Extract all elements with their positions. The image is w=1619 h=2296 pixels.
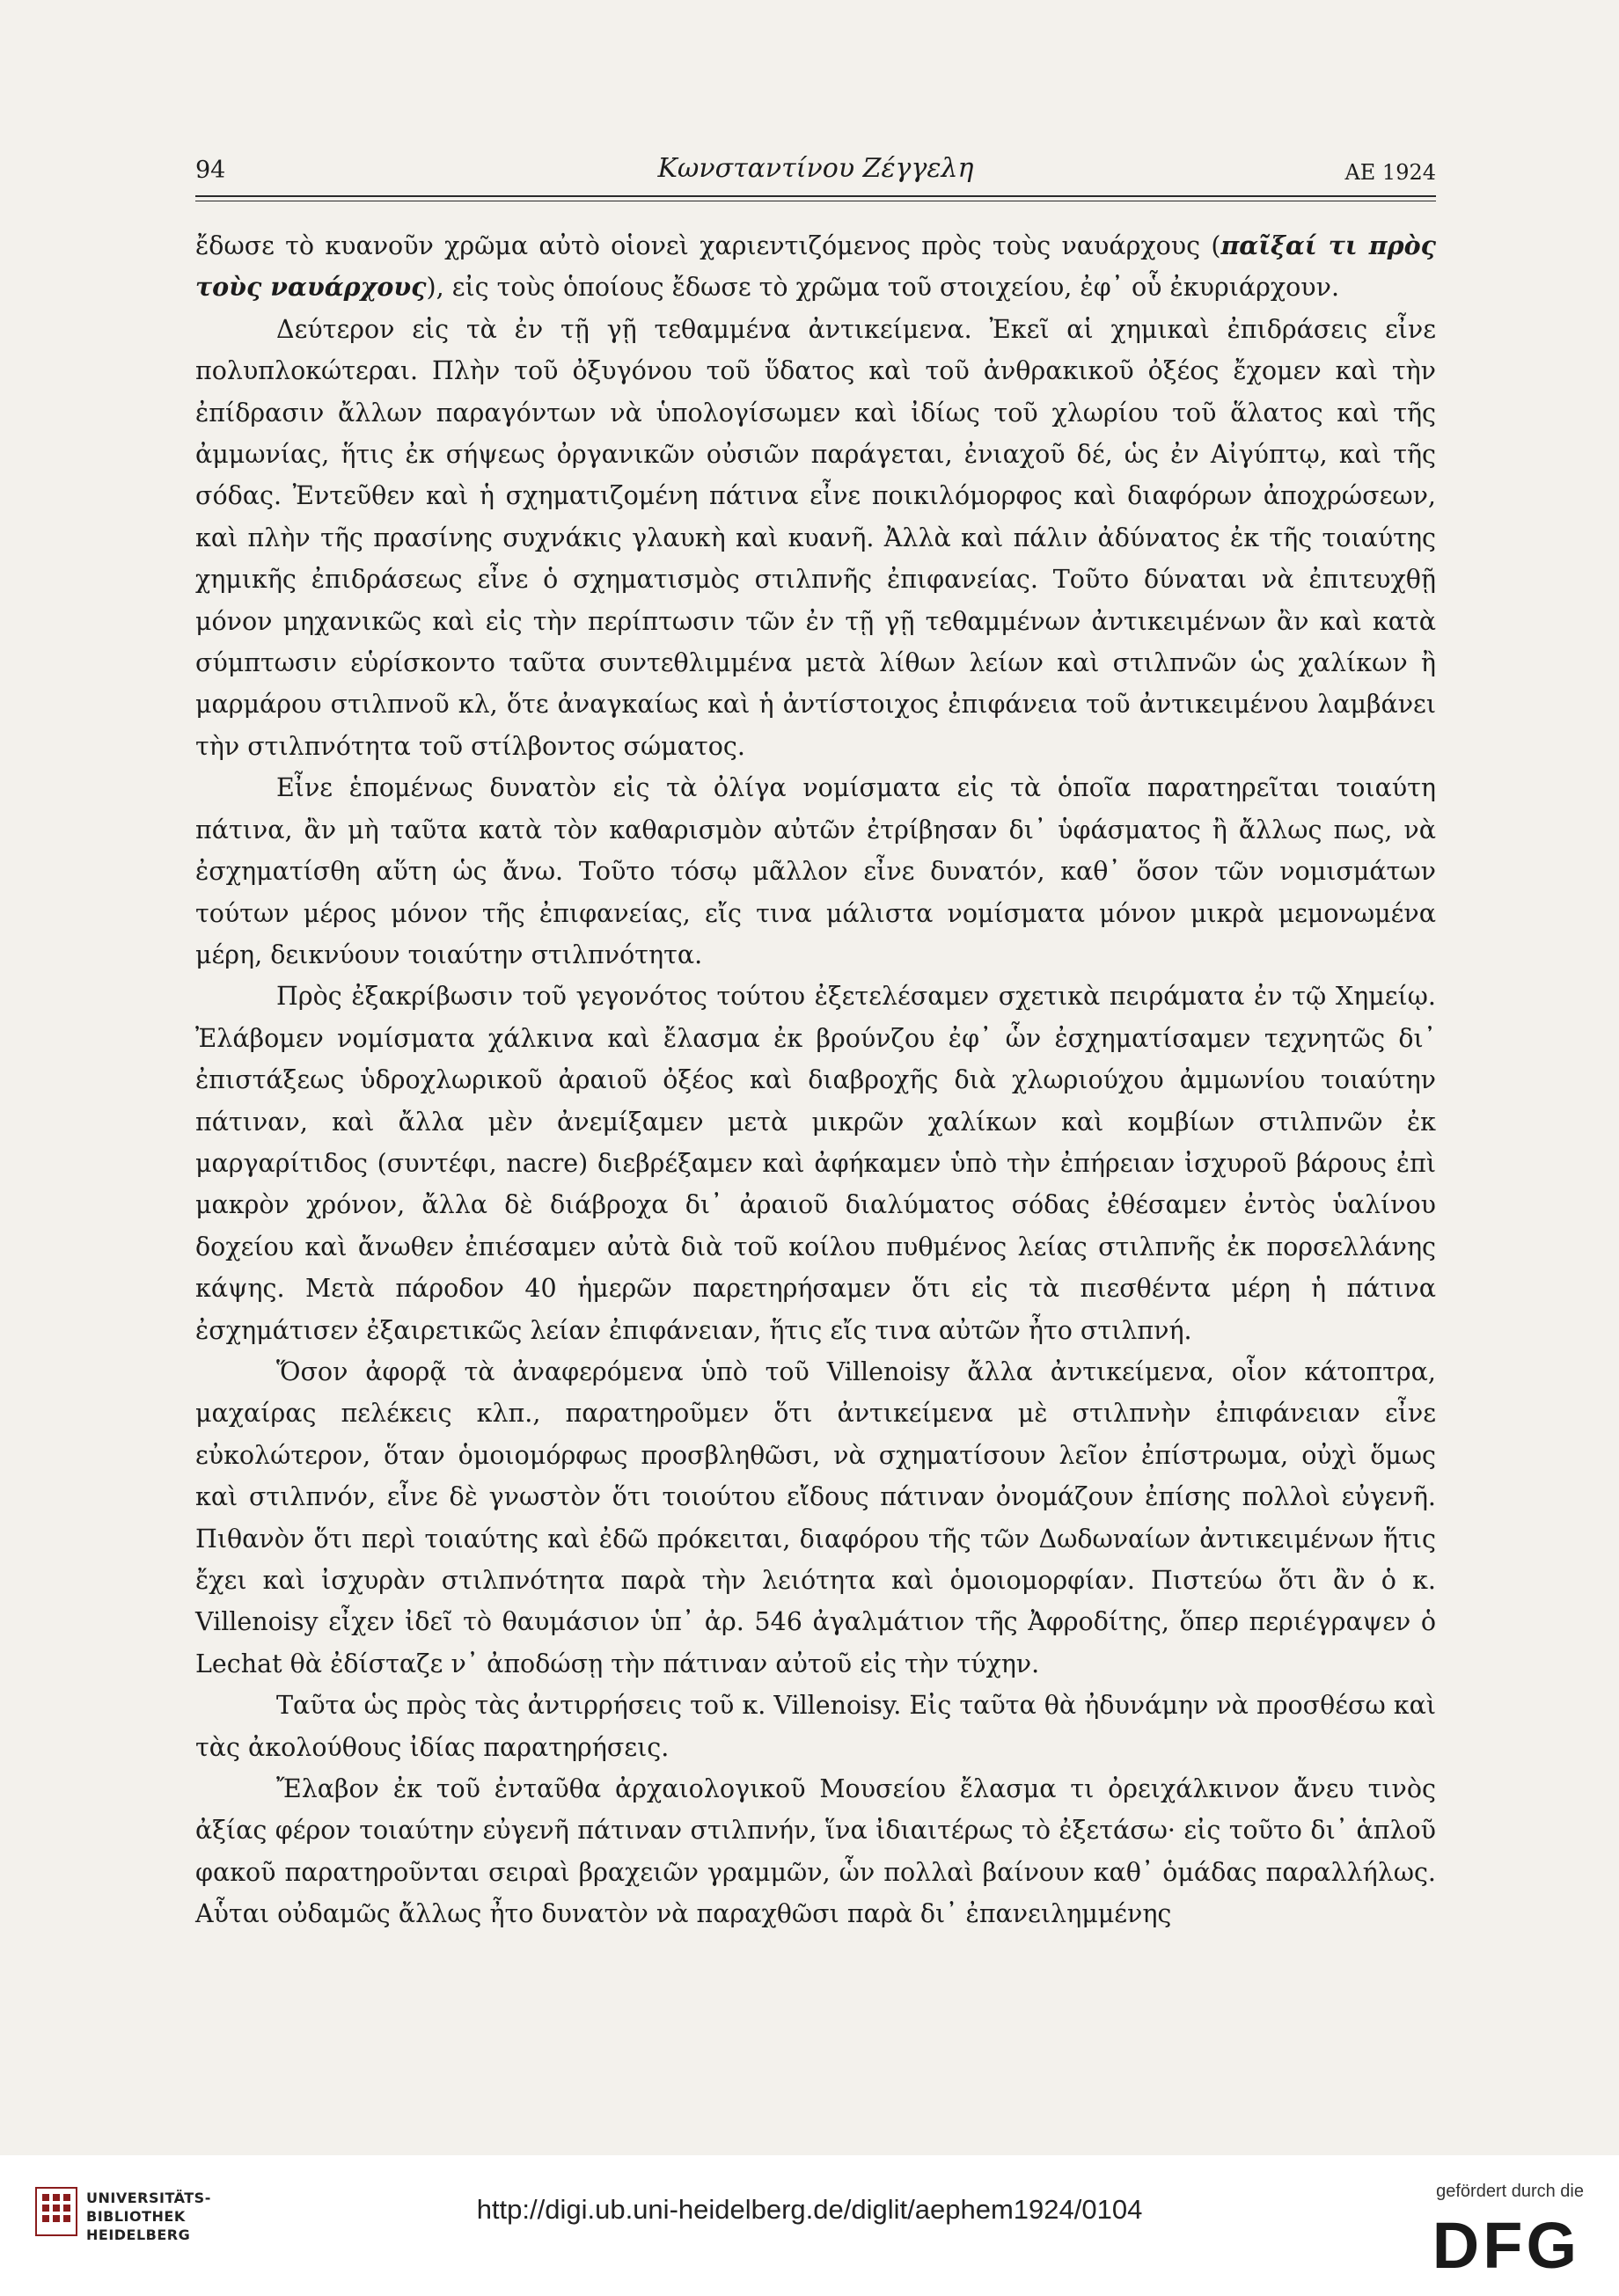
header-rule xyxy=(195,195,1436,197)
running-title: Κωνσταντίνου Ζέγγελη xyxy=(657,153,974,184)
article-body xyxy=(195,225,1436,1935)
funding-note: gefördert durch die xyxy=(1436,2182,1584,2201)
paragraph-6: Ταῦτα ὡς πρὸς τὰς ἀντιρρήσεις τοῦ κ. Villenoisy. Εἰς ταῦτα θὰ ἠδυνάμην νὰ προσθέσω καὶ τὰς ἀκολούθους ἰδίας παρατηρήσεις. xyxy=(195,1691,1436,1762)
emphasized-quote: παῖξαί τι πρὸς τοὺς ναυάρχους xyxy=(195,230,1436,303)
library-name: UNIVERSITÄTS- BIBLIOTHEK HEIDELBERG xyxy=(86,2190,211,2243)
paragraph-1: ἔδωσε τὸ κυανοῦν χρῶμα αὐτὸ οἱονεὶ χαριεντιζόμενος πρὸς τοὺς ναυάρχους (παῖξαί τι πρὸς τοὺς ναυάρχους), εἰς τοὺς ὁποίους ἔδωσε τὸ χρῶμα τοῦ στοιχείου, ἐφ᾽ οὗ ἐκυριάρχουν. xyxy=(195,230,1436,303)
permalink-url[interactable]: http://digi.ub.uni-heidelberg.de/diglit/aephem1924/0104 xyxy=(476,2194,1143,2225)
digitization-footer xyxy=(0,2155,1619,2296)
page-header xyxy=(195,150,1436,194)
paragraph-5: Ὅσον ἀφορᾷ τὰ ἀναφερόμενα ὑπὸ τοῦ Villenoisy ἄλλα ἀντικείμενα, οἷον κάτοπτρα, μαχαίρας πελέκεις κλπ., παρατηροῦμεν ὅτι ἀντικείμενα μὲ στιλπνὴν ἐπιφάνειαν εἶνε εὐκολώτερον, ὅταν ὁμοιομόρφως προσβληθῶσι, νὰ σχηματίσουν λεῖον ἐπίστρωμα, οὐχὶ ὅμως καὶ στιλπνόν, εἶνε δὲ γνωστὸν ὅτι τοιούτου εἴδους πάτιναν ὀνομάζουν ἐπίσης πολλοὶ εὐγενῆ. Πιθανὸν ὅτι περὶ τοιαύτης καὶ ἐδῶ πρόκειται, διαφόρου τῆς τῶν Δωδωναίων ἀντικειμένων ἥτις ἔχει καὶ ἰσχυρὰν στιλπνότητα παρὰ τὴν λειότητα καὶ ὁμοιομορφίαν. Πιστεύω ὅτι ἂν ὁ κ. Villenoisy εἶχεν ἰδεῖ τὸ θαυμάσιον ὑπ᾽ ἀρ. 546 ἀγαλμάτιον τῆς Ἀφροδίτης, ὅπερ περιέγραψεν ὁ Lechat θὰ ἐδίσταζε ν᾽ ἀποδώσῃ τὴν πάτιναν αὐτοῦ εἰς τὴν τύχην. xyxy=(195,1356,1436,1678)
journal-reference: ΑΕ 1924 xyxy=(1344,160,1436,185)
page-number: 94 xyxy=(195,157,226,184)
dfg-logo[interactable]: DFG xyxy=(1432,2209,1580,2282)
paragraph-4: Πρὸς ἐξακρίβωσιν τοῦ γεγονότος τούτου ἐξετελέσαμεν σχετικὰ πειράματα ἐν τῷ Χημείῳ. Ἐλάβομεν νομίσματα χάλκινα καὶ ἔλασμα ἐκ βρούνζου ἐφ᾽ ὧν ἐσχηματίσαμεν τεχνητῶς δι᾽ ἐπιστάξεως ὑδροχλωρικοῦ ἀραιοῦ ὀξέος καὶ διαβροχῆς διὰ χλωριούχου ἀμμωνίου τοιαύτην πάτιναν, καὶ ἄλλα μὲν ἀνεμίξαμεν μετὰ μικρῶν χαλίκων καὶ κομβίων στιλπνῶν ἐκ μαργαρίτιδος (συντέφι, nacre) διεβρέξαμεν καὶ ἀφήκαμεν ὑπὸ τὴν ἐπήρειαν ἰσχυροῦ βάρους ἐπὶ μακρὸν χρόνον, ἄλλα δὲ διάβροχα δι᾽ ἀραιοῦ διαλύματος σόδας ἐθέσαμεν ἐντὸς ὑαλίνου δοχείου καὶ ἄνωθεν ἐπιέσαμεν αὐτὰ διὰ τοῦ κοίλου πυθμένος λείας στιλπνῆς ἐκ πορσελλάνης κάψης. Μετὰ πάροδον 40 ἡμερῶν παρετηρήσαμεν ὅτι εἰς τὰ πιεσθέντα μέρη ἡ πάτινα ἐσχημάτισεν ἐξαιρετικῶς λείαν ἐπιφάνειαν, ἥτις εἴς τινα αὐτῶν ἦτο στιλπνή. xyxy=(195,982,1436,1345)
paragraph-3: Εἶνε ἑπομένως δυνατὸν εἰς τὰ ὀλίγα νομίσματα εἰς τὰ ὁποῖα παρατηρεῖται τοιαύτη πάτινα, ἂν μὴ ταῦτα κατὰ τὸν καθαρισμὸν αὐτῶν ἐτρίβησαν δι᾽ ὑφάσματος ἢ ἄλλως πως, νὰ ἐσχηματίσθη αὕτη ὡς ἄνω. Τοῦτο τόσῳ μᾶλλον εἶνε δυνατόν, καθ᾽ ὅσον τῶν νομισμάτων τούτων μέρος μόνον τῆς ἐπιφανείας, εἴς τινα μάλιστα νομίσματα μόνον μικρὰ μεμονωμένα μέρη, δεικνύουν τοιαύτην στιλπνότητα. xyxy=(195,773,1436,969)
paragraph-2: Δεύτερον εἰς τὰ ἐν τῇ γῇ τεθαμμένα ἀντικείμενα. Ἐκεῖ αἱ χημικαὶ ἐπιδράσεις εἶνε πολυπλοκώτεραι. Πλὴν τοῦ ὀξυγόνου τοῦ ὕδατος καὶ τοῦ ἀνθρακικοῦ ὀξέος ἔχομεν καὶ τὴν ἐπίδρασιν ἄλλων παραγόντων νὰ ὑπολογίσωμεν καὶ ἰδίως τοῦ χλωρίου τοῦ ἅλατος καὶ τῆς ἀμμωνίας, ἥτις ἐκ σήψεως ὀργανικῶν οὐσιῶν παράγεται, ἐνιαχοῦ δέ, ὡς ἐν Αἰγύπτῳ, καὶ τῆς σόδας. Ἐντεῦθεν καὶ ἡ σχηματιζομένη πάτινα εἶνε ποικιλόμορφος καὶ διαφόρων ἀποχρώσεων, καὶ πλὴν τῆς πρασίνης συχνάκις γλαυκὴ καὶ κυανῆ. Ἀλλὰ καὶ πάλιν ἀδύνατος ἐκ τῆς τοιαύτης χημικῆς ἐπιδράσεως εἶνε ὁ σχηματισμὸς στιλπνῆς ἐπιφανείας. Τοῦτο δύναται νὰ ἐπιτευχθῇ μόνον μηχανικῶς καὶ εἰς τὴν περίπτωσιν τῶν ἐν τῇ γῇ τεθαμμένων ἀντικειμένων ἂν καὶ κατὰ σύμπτωσιν εὑρίσκοντο ταῦτα συντεθλιμμένα μετὰ λίθων λείων καὶ στιλπνῶν ὡς χαλίκων ἢ μαρμάρου στιλπνοῦ κλ, ὅτε ἀναγκαίως καὶ ἡ ἀντίστοιχος ἐπιφάνεια τοῦ ἀντικειμένου λαμβάνει τὴν στιλπνότητα τοῦ στίλβοντος σώματος. xyxy=(195,314,1436,761)
paragraph-7: Ἔλαβον ἐκ τοῦ ἐνταῦθα ἀρχαιολογικοῦ Μουσείου ἔλασμα τι ὀρειχάλκινον ἄνευ τινὸς ἀξίας φέρον τοιαύτην εὐγενῆ πάτιναν στιλπνήν, ἵνα ἰδιαιτέρως τὸ ἐξετάσω· εἰς τοῦτο δι᾽ ἁπλοῦ φακοῦ παρατηροῦνται σειραὶ βραχειῶν γραμμῶν, ὧν πολλαὶ βαίνουν καθ᾽ ὁμάδας παραλλήλως. Αὗται οὐδαμῶς ἄλλως ἦτο δυνατὸν νὰ παραχθῶσι παρὰ δι᾽ ἐπανειλημμένης xyxy=(195,1774,1436,1929)
